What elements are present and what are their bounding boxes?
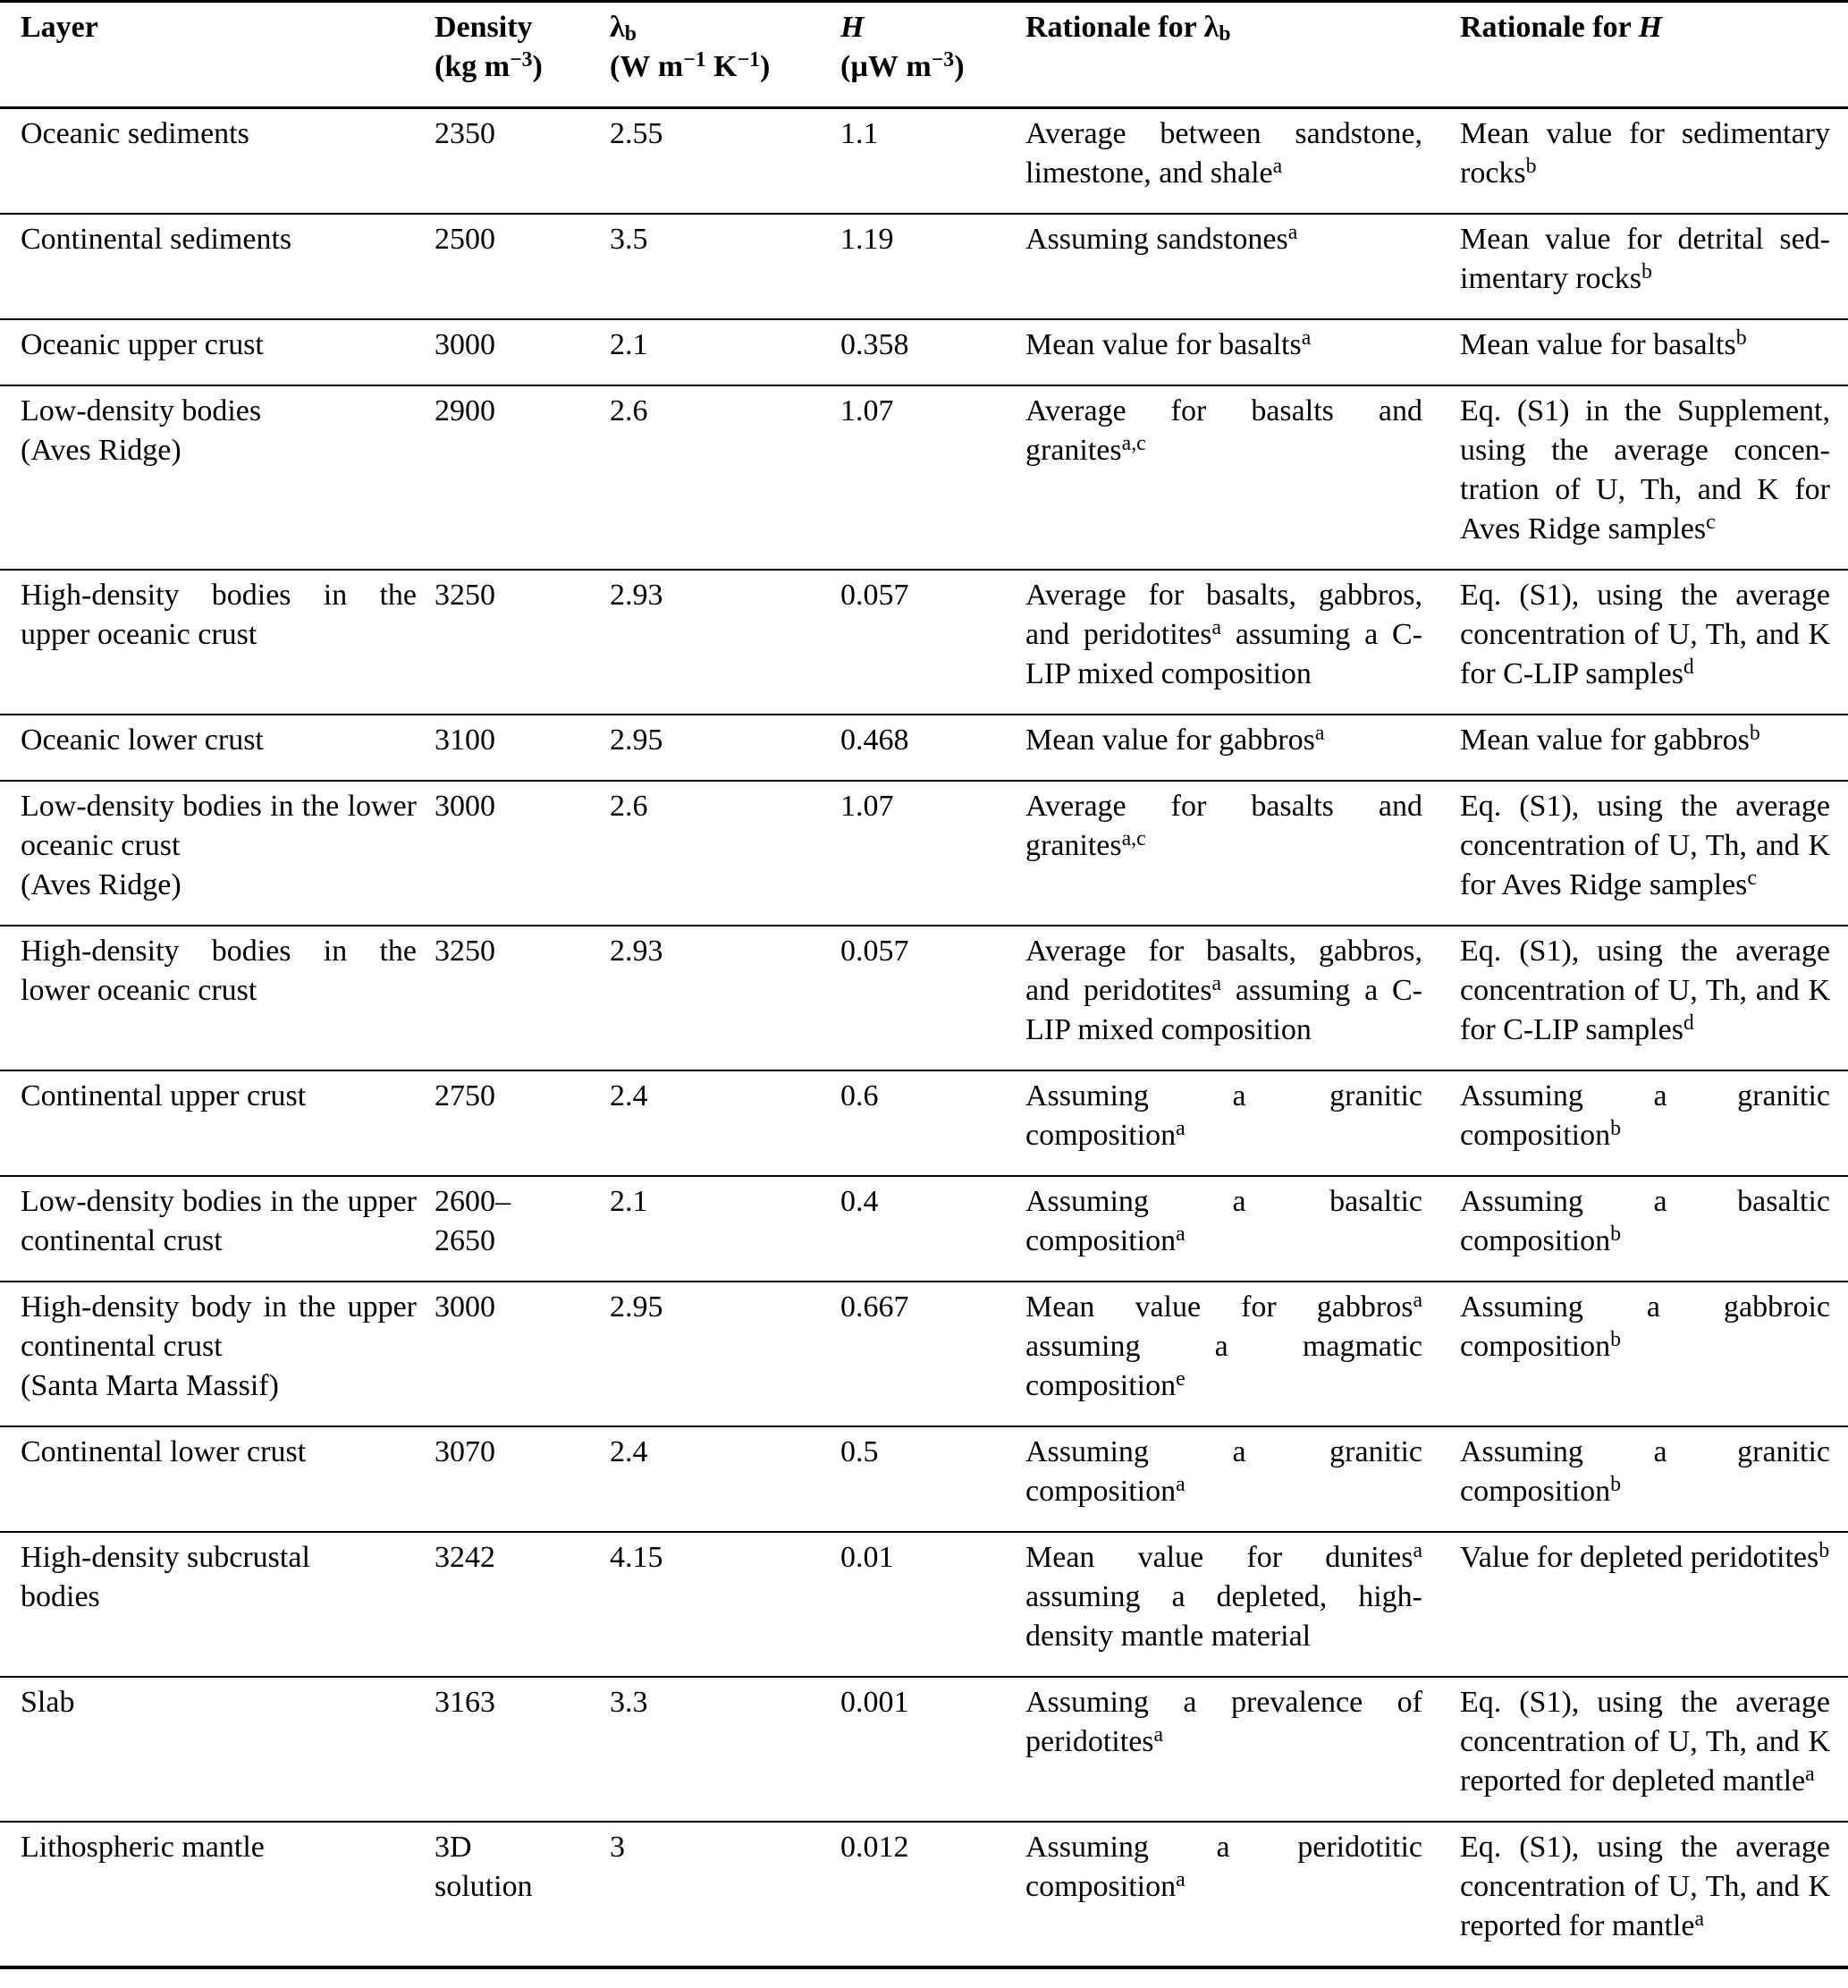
header-density — [435, 2, 610, 108]
cell-layer: Oceanic lower crust — [21, 723, 264, 757]
cell-h: 0.468 — [840, 723, 909, 757]
cell-density: 3070 — [435, 1435, 495, 1468]
cell-h: 0.4 — [840, 1185, 879, 1218]
cell-h: 0.358 — [840, 328, 909, 361]
table-row — [0, 1822, 1848, 1967]
cell-lambda: 3.3 — [610, 1686, 648, 1719]
cell-rationale-lambda: Average for basalts and granites$^{a,c}$ — [1025, 790, 1422, 862]
cell-rationale-lambda: Assuming a granitic composition$^a$ — [1025, 1435, 1422, 1508]
cell-layer: Oceanic upper crust — [21, 328, 264, 361]
cell-density: 3242 — [435, 1541, 495, 1574]
cell-lambda: 2.4 — [610, 1435, 648, 1468]
table-row — [0, 108, 1848, 215]
cell-layer: High-density bodies in the upper oceanic crust — [21, 579, 417, 651]
cell-rationale-h: Eq. (S1), using the average concentration of U, Th, and K reported for depleted mantle$^a$ — [1460, 1686, 1830, 1798]
cell-rationale-h: Value for depleted peridotites$^b$ — [1460, 1538, 1830, 1574]
table-row — [0, 319, 1848, 385]
table-row — [0, 1282, 1848, 1426]
cell-rationale-lambda: Mean value for dunites$^a$ assuming a depleted, high-density mantle material — [1025, 1538, 1422, 1653]
cell-rationale-h: Assuming a granitic composition$^b$ — [1460, 1079, 1830, 1152]
cell-rationale-h: Assuming a basaltic composition$^b$ — [1460, 1185, 1830, 1257]
table-row — [0, 570, 1848, 715]
header-lambda-unit: (W $m^{-1}$ $K^{-1}$) — [610, 47, 771, 83]
table-row — [0, 1070, 1848, 1176]
header-rationale-h-symbol: H — [1638, 11, 1663, 44]
cell-layer: Continental lower crust — [21, 1435, 307, 1468]
header-h — [840, 2, 1025, 108]
cell-density: 2350 — [435, 117, 495, 150]
cell-density: 2500 — [435, 223, 495, 256]
header-rationale-lambda-symbol: $\lambda_b$ — [1203, 11, 1231, 47]
cell-rationale-h: Eq. (S1), using the average concentration of U, Th, and K for Aves Ridge samples$^c$ — [1460, 790, 1830, 901]
cell-layer: High-density body in the upper continental crust (Santa Marta Massif) — [21, 1290, 417, 1402]
cell-density: 2600– 2650 — [435, 1185, 511, 1257]
cell-lambda: 2.1 — [610, 328, 648, 361]
table-row — [0, 715, 1848, 781]
header-rationale-h-prefix: Rationale for — [1460, 11, 1639, 44]
header-density-label: Density — [435, 11, 533, 44]
table-row — [0, 1426, 1848, 1532]
cell-density: 3250 — [435, 935, 495, 968]
cell-rationale-h: Mean value for basalts$^b$ — [1460, 326, 1747, 361]
header-row — [0, 2, 1848, 108]
cell-layer: Slab — [21, 1686, 75, 1719]
cell-lambda: 2.1 — [610, 1185, 648, 1218]
cell-h: 0.5 — [840, 1435, 879, 1468]
cell-lambda: 2.55 — [610, 117, 663, 150]
cell-rationale-lambda: Mean value for basalts$^a$ — [1025, 326, 1312, 361]
cell-h: 0.6 — [840, 1079, 879, 1112]
table-header — [0, 2, 1848, 108]
header-layer — [0, 2, 435, 108]
header-rationale-h — [1460, 2, 1848, 108]
cell-rationale-lambda: Average for basalts, gabbros, and peridotites$^a$ assuming a C-LIP mixed composition — [1025, 579, 1422, 690]
cell-rationale-lambda: Assuming a granitic composition$^a$ — [1025, 1079, 1422, 1152]
cell-rationale-h: Assuming a gabbroic composition$^b$ — [1460, 1290, 1830, 1363]
cell-lambda: 2.4 — [610, 1079, 648, 1112]
cell-rationale-lambda: Average between sandstone, limestone, and shale$^a$ — [1025, 117, 1422, 190]
cell-lambda: 2.6 — [610, 394, 648, 427]
table-row — [0, 1677, 1848, 1822]
cell-lambda: 4.15 — [610, 1541, 663, 1574]
cell-rationale-h: Mean value for detrital sedimentary rocks$^b$ — [1460, 223, 1830, 295]
header-rationale-lambda-prefix: Rationale for — [1025, 11, 1204, 44]
cell-lambda: 2.6 — [610, 790, 648, 823]
cell-h: 1.19 — [840, 223, 894, 256]
cell-rationale-lambda: Average for basalts, gabbros, and peridotites$^a$ assuming a C-LIP mixed composition — [1025, 935, 1422, 1046]
cell-layer: Continental sediments — [21, 223, 292, 256]
header-lambda — [610, 2, 840, 108]
cell-lambda: 2.93 — [610, 935, 663, 968]
cell-rationale-lambda: Assuming a peridotitic composition$^a$ — [1025, 1831, 1422, 1903]
cell-density: 3163 — [435, 1686, 495, 1719]
cell-layer: Lithospheric mantle — [21, 1831, 265, 1864]
cell-layer: Low-density bodies (Aves Ridge) — [21, 394, 262, 467]
cell-lambda: 3.5 — [610, 223, 648, 256]
header-layer-label: Layer — [21, 11, 98, 44]
cell-rationale-lambda: Average for basalts and granites$^{a,c}$ — [1025, 394, 1422, 467]
cell-h: 0.667 — [840, 1290, 909, 1324]
cell-rationale-h: Eq. (S1), using the average concentration of U, Th, and K for C-LIP samples$^d$ — [1460, 579, 1830, 690]
cell-h: 0.001 — [840, 1686, 909, 1719]
cell-rationale-h: Eq. (S1) in the Supplement, using the average concentration of U, Th, and K for Aves Ridge samples$^c$ — [1460, 394, 1830, 546]
header-h-unit: (µW $m^{-3}$) — [840, 47, 965, 83]
cell-rationale-lambda: Assuming sandstones$^a$ — [1025, 220, 1298, 256]
cell-rationale-lambda: Mean value for gabbros$^a$ assuming a magmatic composition$^e$ — [1025, 1288, 1422, 1402]
cell-h: 0.057 — [840, 579, 909, 612]
cell-layer: Low-density bodies in the upper continental crust — [21, 1185, 417, 1257]
cell-layer: High-density bodies in the lower oceanic crust — [21, 935, 417, 1007]
table-row — [0, 926, 1848, 1070]
cell-density: 3D solution — [435, 1831, 533, 1903]
cell-h: 1.1 — [840, 117, 879, 150]
cell-lambda: 2.95 — [610, 1290, 663, 1324]
cell-rationale-h: Eq. (S1), using the average concentration of U, Th, and K reported for mantle$^a$ — [1460, 1831, 1830, 1942]
cell-rationale-lambda: Assuming a prevalence of peridotites$^a$ — [1025, 1686, 1422, 1758]
cell-density: 3000 — [435, 1290, 495, 1324]
cell-density: 3000 — [435, 790, 495, 823]
cell-layer: High-density subcrustal bodies — [21, 1541, 310, 1613]
table-row — [0, 1532, 1848, 1677]
table-row — [0, 781, 1848, 926]
cell-density: 3000 — [435, 328, 495, 361]
header-h-label: H — [840, 11, 865, 44]
header-lambda-label: $\lambda_b$ — [610, 11, 637, 47]
cell-lambda: 3 — [610, 1831, 625, 1864]
cell-rationale-h: Mean value for gabbros$^b$ — [1460, 721, 1760, 757]
cell-rationale-lambda: Mean value for gabbros$^a$ — [1025, 721, 1325, 757]
cell-rationale-h: Mean value for sedimentary rocks$^b$ — [1460, 117, 1830, 190]
cell-layer: Continental upper crust — [21, 1079, 307, 1112]
header-rationale-lambda — [1025, 2, 1460, 108]
table-row — [0, 214, 1848, 319]
cell-h: 1.07 — [840, 394, 894, 427]
cell-density: 3250 — [435, 579, 495, 612]
cell-density: 3100 — [435, 723, 495, 757]
cell-rationale-h: Assuming a granitic composition$^b$ — [1460, 1435, 1830, 1508]
cell-density: 2750 — [435, 1079, 495, 1112]
cell-density: 2900 — [435, 394, 495, 427]
table-row — [0, 1176, 1848, 1282]
cell-rationale-lambda: Assuming a basaltic composition$^a$ — [1025, 1185, 1422, 1257]
cell-lambda: 2.93 — [610, 579, 663, 612]
cell-h: 0.012 — [840, 1831, 909, 1864]
header-density-unit: (kg $m^{-3}$) — [435, 47, 543, 83]
cell-h: 0.01 — [840, 1541, 894, 1574]
cell-h: 1.07 — [840, 790, 894, 823]
cell-layer: Low-density bodies in the lower oceanic crust (Aves Ridge) — [21, 790, 417, 901]
cell-layer: Oceanic sediments — [21, 117, 249, 150]
table-body — [0, 108, 1848, 1968]
table-row — [0, 385, 1848, 570]
cell-rationale-h: Eq. (S1), using the average concentration of U, Th, and K for C-LIP samples$^d$ — [1460, 935, 1830, 1046]
cell-lambda: 2.95 — [610, 723, 663, 757]
cell-h: 0.057 — [840, 935, 909, 968]
